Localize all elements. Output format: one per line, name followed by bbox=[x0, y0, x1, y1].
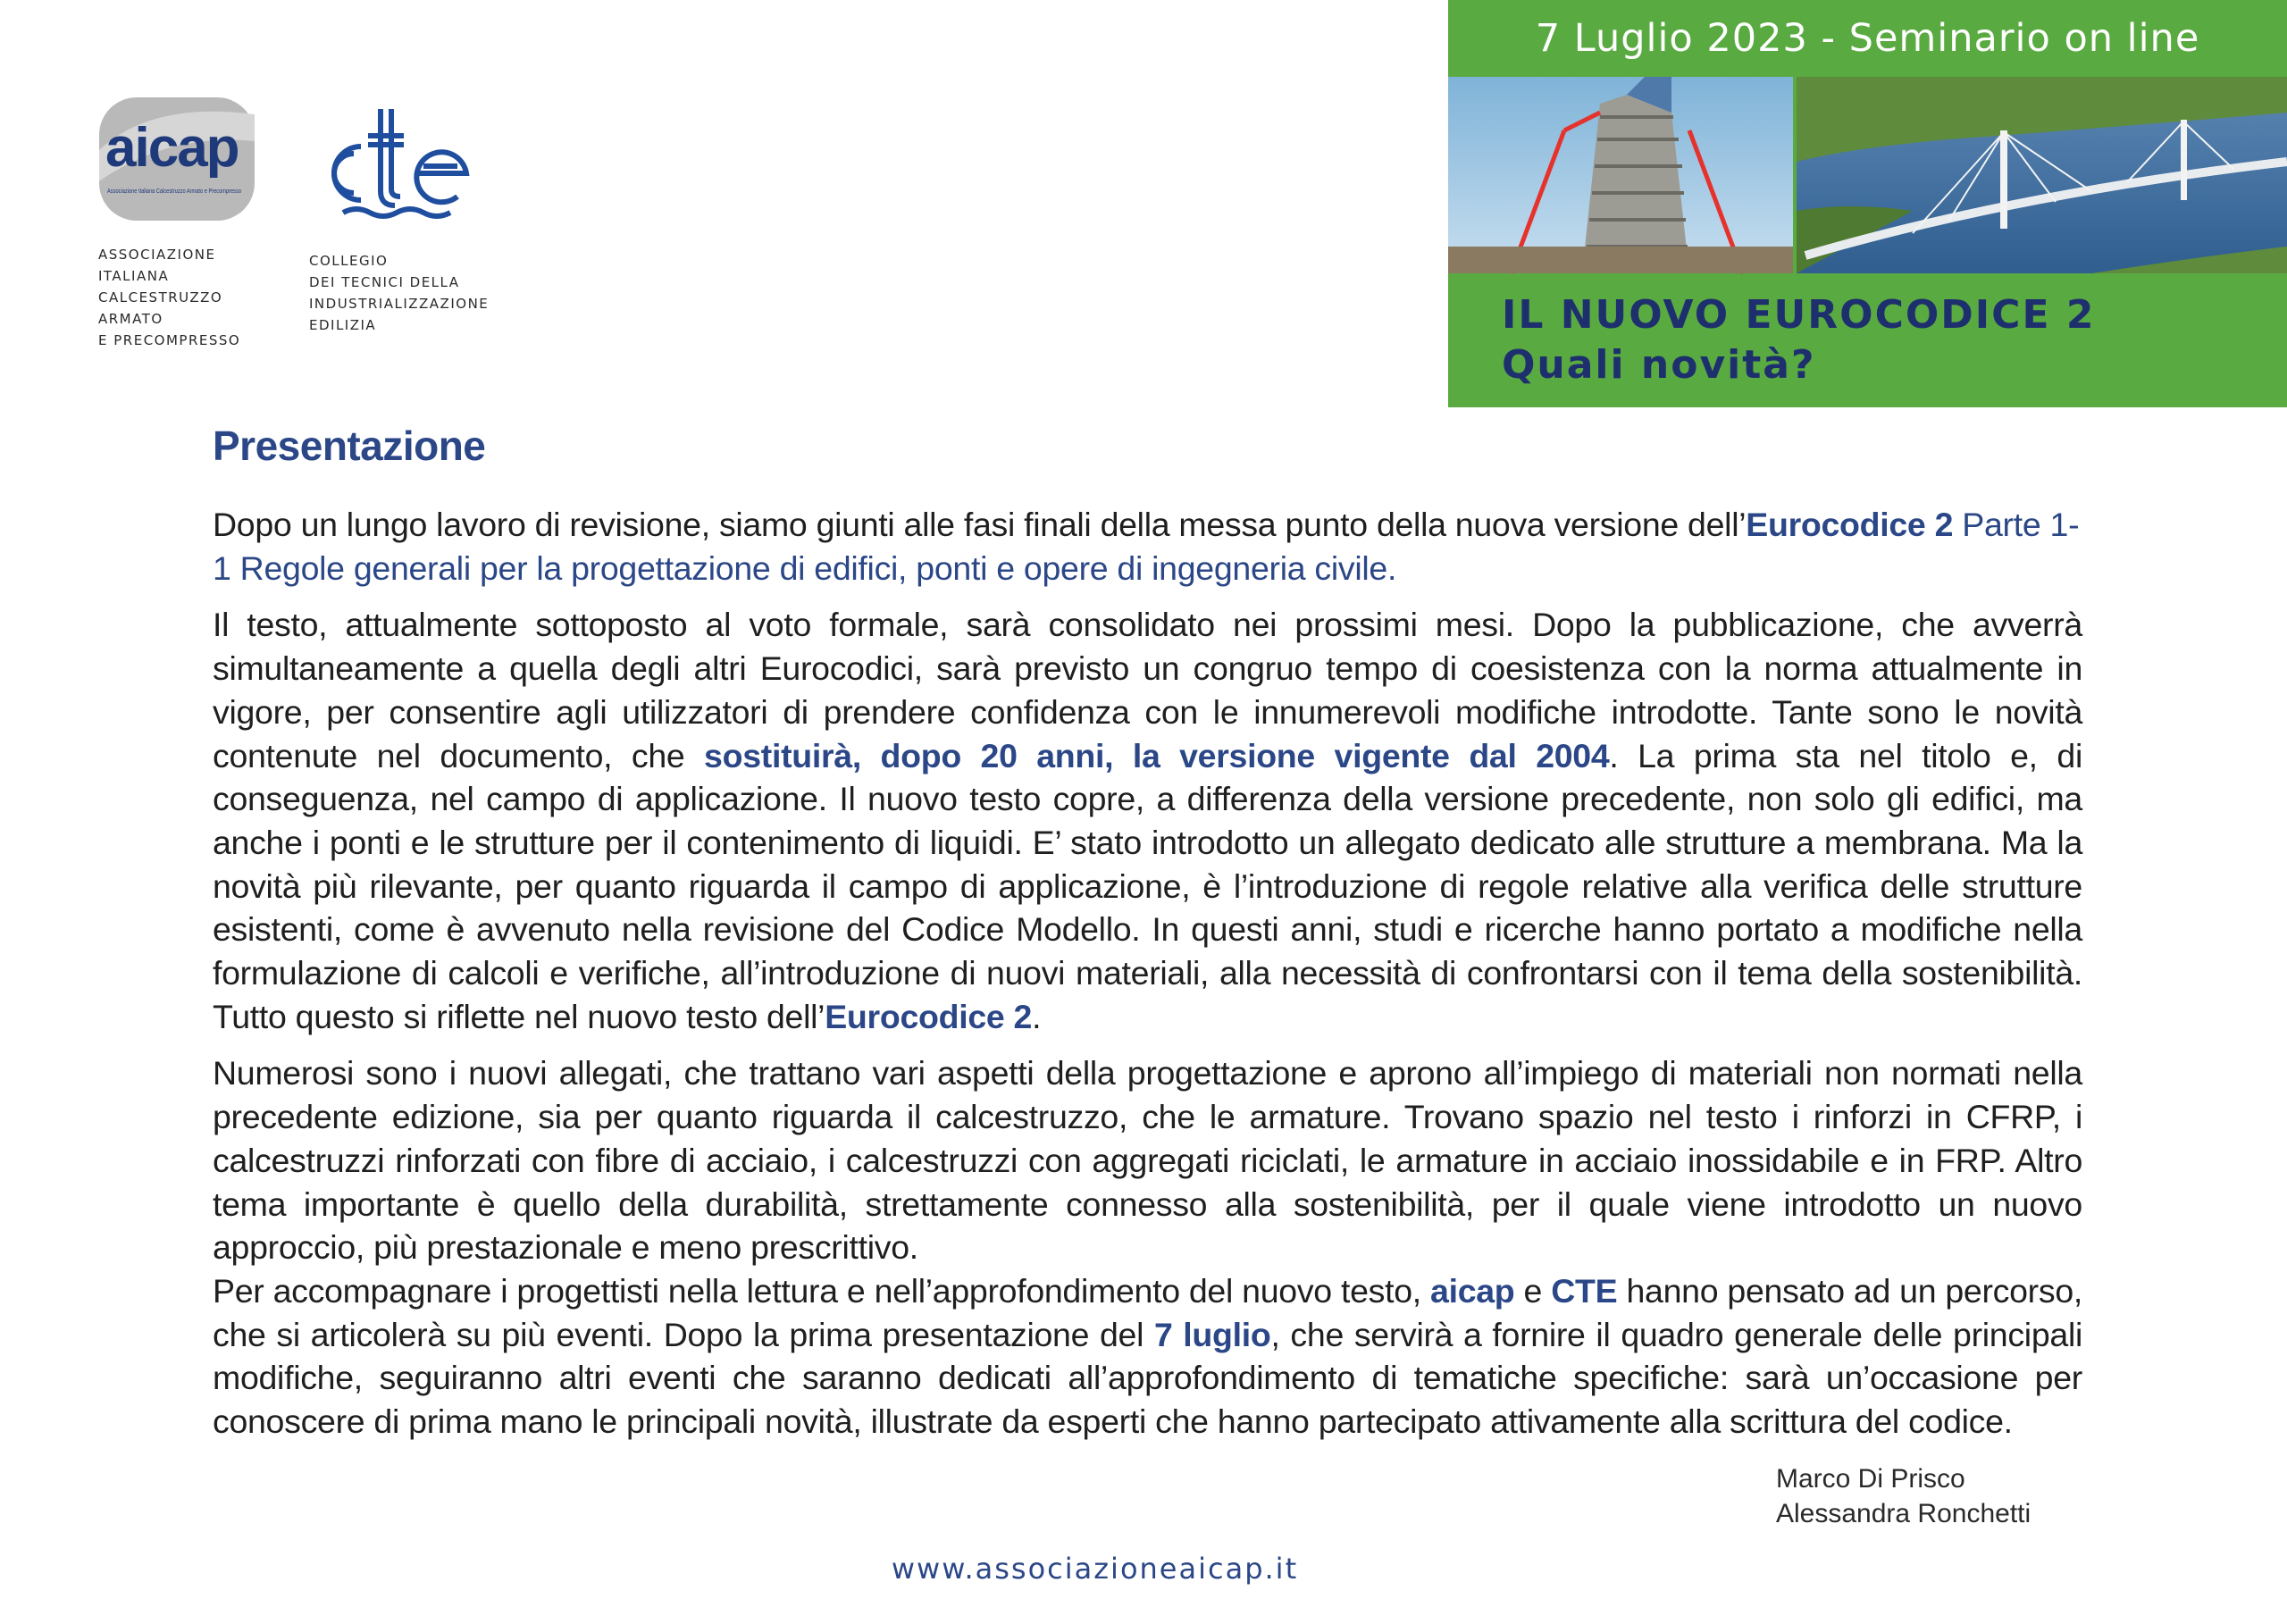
text-run: Numerosi sono i nuovi allegati, che trattano vari aspetti della progettazione e aprono all’impiego di materiali non normati nella precedente edizione, sia per quanto riguarda il calcestruzzo, che le armature. Trovano spazio nel testo i rinforzi in CFRP, i calcestruzzi rinforzati con fibre di acciaio, i calcestruzzi con aggregati riciclati, le armature in acciaio inossidabile e in FRP. Altro tema importante è quello della durabilità, strettamente connesso alla sostenibilità, per il quale viene introdotto un nuovo approccio, più prestazionale e meno prescrittivo. bbox=[213, 1054, 2082, 1267]
bridge-photo bbox=[1797, 77, 2287, 273]
cte-logo bbox=[307, 100, 473, 222]
highlight-eurocodice: Eurocodice 2 bbox=[825, 997, 1033, 1035]
paragraph bbox=[213, 503, 2082, 590]
text-run: Per accompagnare i progettisti nella lettura e nell’approfondimento del nuovo testo, bbox=[213, 1271, 1431, 1310]
aicap-caption-line: E PRECOMPRESSO bbox=[98, 332, 241, 348]
tower-photo bbox=[1448, 77, 1793, 273]
text-run: Dopo un lungo lavoro di revisione, siamo giunti alle fasi finali della messa punto della nuova versione dell’ bbox=[213, 506, 1747, 543]
cte-caption-line: DEI TECNICI DELLA bbox=[309, 274, 460, 290]
text-run: . bbox=[1032, 997, 1042, 1035]
cte-caption-line: COLLEGIO bbox=[309, 253, 389, 269]
aicap-logo bbox=[98, 96, 256, 222]
highlight-aicap: aicap bbox=[1430, 1271, 1515, 1310]
text-run: e bbox=[1514, 1271, 1552, 1310]
aicap-wordmark: aicap bbox=[105, 117, 239, 179]
text-run: , che servirà a fornire il quadro generale delle principali modifiche, seguiranno altri eventi che saranno dedicati all’approfondimento di tematiche specifiche: sarà un’occasione per conoscere di prima mano le principali novità, illustrate da esperti che hanno partecipato attivamente alla scrittura del codice. bbox=[213, 1315, 2083, 1441]
text-run: . La prima sta nel titolo e, di conseguenza, nel campo di applicazione. Il nuovo testo copre, a differenza della versione precedente, non solo gli edifici, ma anche i ponti e le strutture per il contenimento di liquidi. E’ stato introdotto un allegato dedicato alle strutture a membrana. Ma la novità più rilevante, per quanto riguarda il campo di applicazione, è l’introduzione di regole relative alla verifica delle strutture esistenti, come è avvenuto nella revisione del Codice Modello. In questi anni, studi e ricerche hanno portato a modifiche nella formulazione di calcoli e verifiche, all’introduzione di nuovi materiali, alla necessità di confrontarsi con il tema della sostenibilità. Tutto questo si riflette nel nuovo testo dell’ bbox=[213, 736, 2082, 1035]
text-run: hanno pensato ad un percorso, che si articolerà su più eventi. Dopo la prima presentazione del bbox=[213, 1271, 2082, 1353]
aicap-tagline: Associazione Italiana Calcestruzzo Armato e Precompresso bbox=[107, 187, 241, 195]
text-run-blue: Parte 1-1 Regole generali per la progettazione di edifici, ponti e opere di ingegneria civile. bbox=[213, 506, 2080, 587]
paragraph bbox=[213, 1051, 2082, 1269]
aicap-caption-line: CALCESTRUZZO bbox=[98, 289, 223, 306]
signature-name: Alessandra Ronchetti bbox=[1776, 1499, 2031, 1528]
aicap-caption bbox=[98, 244, 240, 351]
highlight-date: 7 luglio bbox=[1153, 1315, 1271, 1353]
paragraph bbox=[213, 1269, 2082, 1444]
banner-date: 7 Luglio 2023 - Seminario on line bbox=[1535, 16, 2200, 61]
highlight-replacement: sostituirà, dopo 20 anni, la versione vigente dal 2004 bbox=[704, 736, 1610, 774]
article-body bbox=[213, 503, 2082, 1444]
banner-title-line: IL NUOVO EUROCODICE 2 bbox=[1502, 292, 2096, 338]
aicap-caption-line: ARMATO bbox=[98, 311, 163, 327]
highlight-eurocodice: Eurocodice 2 bbox=[1746, 506, 1954, 543]
banner-subtitle-line: Quali novità? bbox=[1502, 342, 1816, 388]
paragraph bbox=[213, 603, 2082, 1038]
signatures bbox=[1776, 1461, 2031, 1531]
event-banner bbox=[1448, 0, 2287, 407]
cte-caption bbox=[309, 250, 489, 336]
cte-wordmark: cte bbox=[307, 100, 309, 101]
aicap-caption-line: ITALIANA bbox=[98, 268, 170, 284]
website-link[interactable]: www.associazioneaicap.it bbox=[891, 1552, 1299, 1586]
signature-name: Marco Di Prisco bbox=[1776, 1464, 1965, 1494]
banner-photos bbox=[1448, 77, 2287, 273]
aicap-caption-line: ASSOCIAZIONE bbox=[98, 247, 216, 263]
text-run: Il testo, attualmente sottoposto al voto formale, sarà consolidato nei prossimi mesi. Dopo la pubblicazione, che avverrà simultaneamente a quella degli altri Eurocodici, sarà previsto un congruo tempo di coesistenza con la norma attualmente in vigore, per consentire agli utilizzatori di prendere confidenza con le innumerevoli modifiche introdotte. Tante sono le novità contenute nel documento, che bbox=[213, 606, 2082, 774]
banner-title bbox=[1502, 290, 2095, 390]
cte-caption-line: INDUSTRIALIZZAZIONE bbox=[309, 296, 490, 312]
cte-caption-line: EDILIZIA bbox=[309, 317, 377, 333]
highlight-cte: CTE bbox=[1551, 1271, 1618, 1310]
page-title: Presentazione bbox=[213, 423, 486, 469]
